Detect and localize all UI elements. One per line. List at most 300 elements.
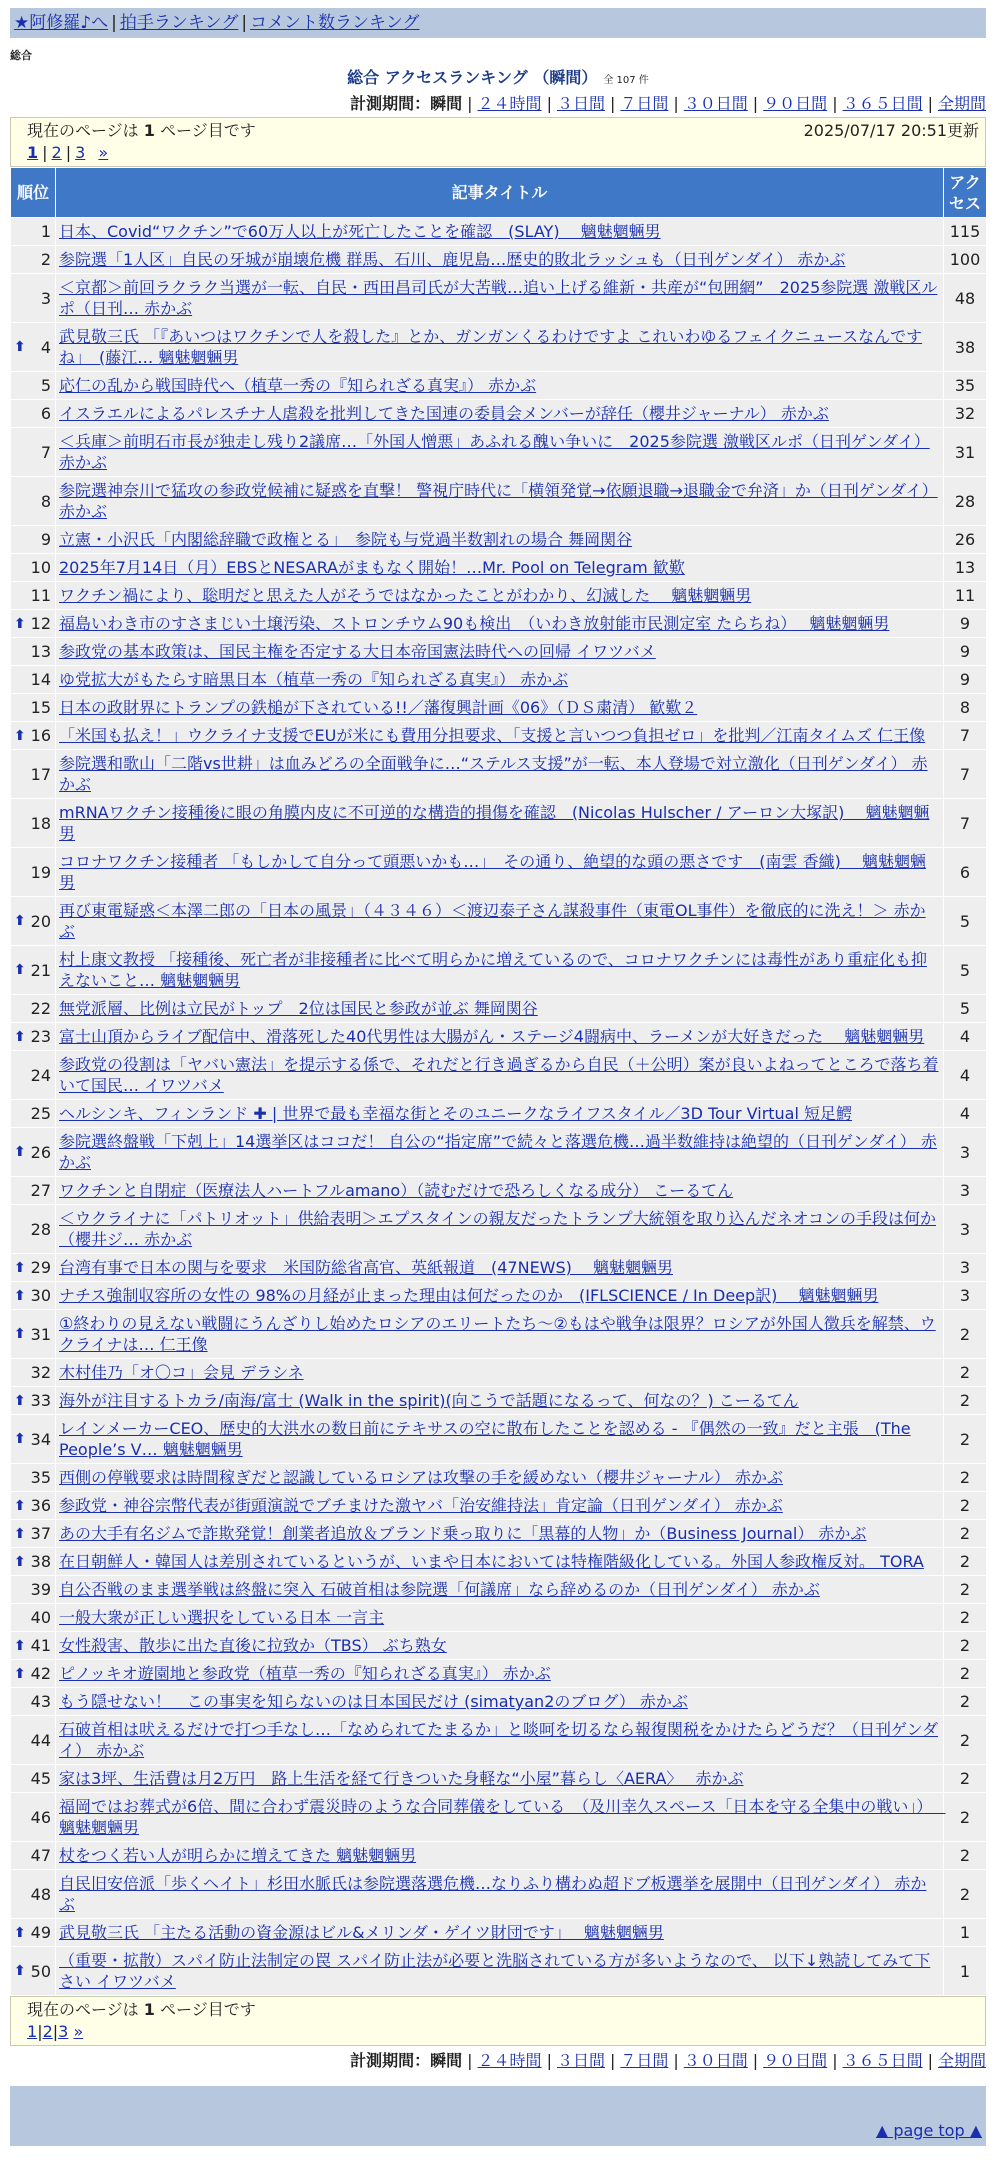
article-link[interactable]: 参院選「1人区」自民の牙城が崩壊危機 群馬、石川、鹿児島…歴史的敗北ラッシュも（日刊ゲンダイ） 赤かぶ [59,250,846,269]
up-arrow-icon: ⬆ [14,727,26,744]
access-count: 5 [944,897,987,946]
table-row [11,1359,987,1387]
rank-number: 26 [30,1142,51,1162]
access-count: 13 [944,554,987,582]
title-cell [56,1128,944,1177]
bottom-bar [10,2086,986,2116]
article-link[interactable]: 海外が注目するトカラ/南海/富士 (Walk in the spirit)(向こうで話題になるって、何なの？) こーるてん [59,1391,799,1410]
current-page-prefix: 現在のページは [27,2000,144,2019]
title-cell [56,1765,944,1793]
rank-number: 28 [30,1219,51,1239]
pagination [27,142,977,164]
table-row [11,1793,987,1842]
table-row [11,477,987,526]
period-link[interactable]: ７日間 [620,94,669,113]
rank-cell [11,694,56,722]
access-count: 4 [944,1023,987,1051]
title-cell [56,1842,944,1870]
table-row [11,1919,987,1947]
table-row [11,1128,987,1177]
rank-number: 23 [30,1027,51,1046]
current-page-number: 1 [143,121,155,140]
rank-cell [11,582,56,610]
article-link[interactable]: 西側の停戦要求は時間稼ぎだと認識しているロシアは攻撃の手を緩めない（櫻井ジャーナル） 赤かぶ [59,1468,783,1487]
rank-number: 24 [30,1065,51,1085]
rank-cell [11,1254,56,1282]
rank-cell [11,554,56,582]
access-count: 28 [944,477,987,526]
article-link[interactable]: 日本、Covid“ワクチン”で60万人以上が死亡したことを確認 (SLAY) 魑魅魍魎男 [59,222,661,241]
rank-number: 7 [40,442,51,462]
article-link[interactable]: コロナワクチン接種者 「もしかして自分って頭悪いかも…」 その通り、絶望的な頭の悪さです (南雲 香織) 魑魅魍魎男 [59,852,926,892]
title-cell [56,1632,944,1660]
page-link[interactable]: 2 [42,2022,53,2041]
rank-cell [11,1359,56,1387]
access-count: 3 [944,1128,987,1177]
table-row [11,1632,987,1660]
article-link[interactable]: ワクチン禍により、聡明だと思えた人がそうではなかったことがわかり、幻滅した 魑魅魍魎男 [59,586,752,605]
title-cell [56,666,944,694]
access-count: 2 [944,1870,987,1919]
title-cell [56,750,944,799]
header-rank: 順位 [11,168,56,218]
rank-cell [11,477,56,526]
title-cell [56,274,944,323]
current-page-suffix: ページ目です [154,2000,256,2019]
article-link[interactable]: ＜兵庫＞前明石市長が独走し残り2議席…「外国人憎悪」あふれる醜い争いに 2025参院選 激戦区ルポ（日刊ゲンダイ） 赤かぶ [59,432,930,472]
table-row [11,1310,987,1359]
up-arrow-icon: ⬆ [14,1963,26,1979]
period-link[interactable]: 全期間 [937,94,986,113]
title-cell [56,946,944,995]
rank-cell [11,1632,56,1660]
title-cell [56,1548,944,1576]
rank-number: 49 [30,1923,51,1942]
period-link[interactable]: ３日間 [556,2051,605,2070]
page-link[interactable]: 2 [51,143,62,162]
article-link[interactable]: 福島いわき市のすさまじい土壌汚染、ストロンチウム90も検出 （いわき放射能市民測定室 たらちね） 魑魅魍魎男 [59,614,890,633]
article-link[interactable]: 応仁の乱から戦国時代へ（植草一秀の『知られざる真実』） 赤かぶ [59,376,537,395]
period-separator: | [927,2051,933,2070]
article-link[interactable]: 武見敬三氏 「主たる活動の資金源はビル&メリンダ・ゲイツ財団です」 魑魅魍魎男 [59,1923,664,1942]
title-cell [56,1254,944,1282]
rank-number: 4 [40,337,51,357]
access-count: 48 [944,274,987,323]
period-label: 計測期間： [350,2051,431,2070]
table-row [11,1870,987,1919]
rank-number: 1 [40,222,51,241]
rank-number: 31 [30,1324,51,1344]
access-count: 2 [944,1793,987,1842]
article-link[interactable]: 女性殺害、散歩に出た直後に拉致か（TBS） ぶち熟女 [59,1636,447,1655]
article-link[interactable]: （重要・拡散）スパイ防止法制定の罠 スパイ防止法が必要と洗脳されている方が多いようなので、 以下↓熟読してみて下さい イワツバメ [59,1951,931,1991]
access-count: 7 [944,799,987,848]
article-link[interactable]: 日本の政財界にトランプの鉄槌が下されている!!／藩復興計画《06》（ＤＳ粛清） 歓歎２ [59,698,698,717]
rank-cell [11,428,56,477]
period-separator: | [673,94,679,113]
up-arrow-icon: ⬆ [14,962,26,978]
period-separator: | [467,2051,473,2070]
table-row [11,1205,987,1254]
article-link[interactable]: 村上康文教授 「接種後、死亡者が非接種者に比べて明らかに増えているので、コロナワクチンには毒性があり重症化も抑えないこと… 魑魅魍魎男 [59,950,927,990]
rank-cell [11,274,56,323]
rank-cell [11,897,56,946]
article-link[interactable]: ＜ウクライナに「パトリオット」供給表明＞エプスタインの親友だったトランプ大統領を取り込んだネオコンの手段は何か（櫻井ジ… 赤かぶ [59,1209,936,1249]
rank-cell [11,1604,56,1632]
article-link[interactable]: 「米国も払え！」ウクライナ支援でEUが米にも費用分担要求、「支援と言いつつ負担ゼロ」を批判／江南タイムズ 仁王像 [59,726,926,745]
rank-cell [11,750,56,799]
rank-number: 18 [30,813,51,833]
title-cell [56,995,944,1023]
article-link[interactable]: 家は3坪、生活費は月2万円 路上生活を経て行きついた身軽な“小屋”暮らし〈AERA〉 赤かぶ [59,1769,744,1788]
title-cell [56,610,944,638]
period-link[interactable]: ３６５日間 [842,94,923,113]
period-current: 瞬間 [430,2051,463,2070]
access-count: 2 [944,1387,987,1415]
current-page-number: 1 [143,2000,155,2019]
rank-number: 45 [30,1769,51,1788]
access-count: 3 [944,1254,987,1282]
table-row [11,610,987,638]
access-count: 2 [944,1716,987,1765]
table-row [11,323,987,372]
access-count: 6 [944,848,987,897]
period-separator: | [609,94,616,113]
rank-cell [11,1205,56,1254]
up-arrow-icon: ⬆ [14,1924,26,1941]
access-count: 38 [944,323,987,372]
up-arrow-icon: ⬆ [14,1637,26,1654]
title-cell [56,1716,944,1765]
article-link[interactable]: 杖をつく若い人が明らかに増えてきた 魑魅魍魎男 [59,1846,417,1865]
table-header-row [11,168,987,218]
table-row [11,722,987,750]
rank-number: 44 [30,1730,51,1750]
table-row [11,526,987,554]
period-link[interactable]: ２４時間 [477,2051,542,2070]
table-row [11,694,987,722]
rank-cell [11,1870,56,1919]
period-link[interactable]: ３６５日間 [842,2051,923,2070]
rank-cell [11,246,56,274]
article-link[interactable]: 福岡ではお葬式が6倍、間に合わず震災時のような合同葬儀をしている （及川幸久スペース「日本を守る全集中の戦い」） 魑魅魍魎男 [59,1797,946,1837]
table-row [11,218,987,246]
table-row [11,750,987,799]
rank-cell [11,1282,56,1310]
table-row [11,1660,987,1688]
access-count: 2 [944,1576,987,1604]
table-row [11,246,987,274]
access-count: 32 [944,400,987,428]
rank-number: 11 [30,586,51,605]
access-count: 3 [944,1177,987,1205]
rank-cell [11,1464,56,1492]
period-separator: | [832,2051,838,2070]
table-row [11,582,987,610]
table-row [11,1765,987,1793]
period-separator: | [673,2051,679,2070]
page-link-current[interactable]: 1 [27,2022,38,2041]
rank-cell [11,1919,56,1947]
rank-number: 21 [30,960,51,980]
article-link[interactable]: 参院選神奈川で猛攻の参政党候補に疑惑を直撃！ 警視庁時代に「横領発覚→依願退職→退職金で弁済」か（日刊ゲンダイ） 赤かぶ [59,481,938,521]
access-count: 2 [944,1464,987,1492]
title-cell [56,897,944,946]
article-link[interactable]: イスラエルによるパレスチナ人虐殺を批判してきた国連の委員会メンバーが辞任（櫻井ジャーナル） 赤かぶ [59,404,829,423]
article-link[interactable]: 台湾有事で日本の関与を要求 米国防総省高官、英紙報道 (47NEWS) 魑魅魍魎男 [59,1258,673,1277]
article-link[interactable]: ナチス強制収容所の女性の 98%の月経が止まった理由は何だったのか (IFLSCIENCE / In Deep訳) 魑魅魍魎男 [59,1286,879,1305]
rank-number: 40 [30,1608,51,1627]
article-link[interactable]: 参院選和歌山「二階vs世耕」は血みどろの全面戦争に…“ステルス支援”が一転、本人登場で対立激化（日刊ゲンダイ） 赤かぶ [59,754,928,794]
table-row [11,1604,987,1632]
current-page-prefix: 現在のページは [27,121,144,140]
rank-cell [11,1793,56,1842]
access-count: 5 [944,995,987,1023]
article-link[interactable]: 参院選終盤戦「下剋上」14選挙区はココだ！ 自公の“指定席”で続々と落選危機…過半数維持は絶望的（日刊ゲンダイ） 赤かぶ [59,1132,937,1172]
title-cell [56,554,944,582]
rank-cell [11,722,56,750]
page-link-current[interactable]: 1 [27,143,39,162]
pager-top [10,117,986,167]
period-link[interactable]: ９０日間 [763,94,828,113]
period-link[interactable]: ７日間 [620,2051,669,2070]
access-count: 2 [944,1520,987,1548]
period-separator: | [546,94,552,113]
title-cell [56,1100,944,1128]
rank-number: 30 [30,1286,51,1305]
table-row [11,1254,987,1282]
period-link[interactable]: ３日間 [556,94,605,113]
article-link[interactable]: 在日朝鮮人・韓国人は差別されているというが、いまや日本においては特権階級化している。外国人参政権反対。 TORA [59,1552,924,1571]
article-link[interactable]: レインメーカーCEO、歴史的大洪水の数日前にテキサスの空に散布したことを認める - 『偶然の一致』だと主張 (The People’s V… 魑魅魍魎男 [59,1419,911,1459]
rank-cell [11,1415,56,1464]
access-count: 2 [944,1688,987,1716]
rank-number: 43 [30,1692,51,1711]
access-count: 2 [944,1548,987,1576]
rank-number: 14 [30,670,51,689]
period-separator: | [752,94,759,113]
up-arrow-icon: ⬆ [14,1392,26,1409]
table-row [11,1023,987,1051]
article-link[interactable]: もう隠せない！ この事実を知らないのは日本国民だけ (simatyan2のブログ） 赤かぶ [59,1692,688,1711]
period-separator: | [609,2051,616,2070]
article-link[interactable]: 立憲・小沢氏「内閣総辞職で政権とる」 参院も与党過半数割れの場合 舞岡関谷 [59,530,633,549]
page-separator: | [65,143,72,162]
access-count: 2 [944,1604,987,1632]
article-link[interactable]: ピノッキオ遊園地と参政党（植草一秀の『知られざる真実』） 赤かぶ [59,1664,551,1683]
article-link[interactable]: mRNAワクチン接種後に眼の角膜内皮に不可逆的な構造的損傷を確認 (Nicolas Hulscher / アーロン大塚訳) 魑魅魍魎男 [59,803,930,843]
page-separator [85,143,98,162]
article-link[interactable]: 参政党の基本政策は、国民主権を否定する大日本帝国憲法時代への回帰 イワツバメ [59,642,656,661]
title-cell [56,1688,944,1716]
access-count: 2 [944,1310,987,1359]
rank-cell [11,995,56,1023]
title-cell [56,1660,944,1688]
table-row [11,946,987,995]
rank-number: 36 [30,1496,51,1515]
page-separator: | [37,2022,43,2041]
title-cell [56,526,944,554]
ranking-table [10,167,987,1996]
up-arrow-icon: ⬆ [14,913,26,929]
access-count: 35 [944,372,987,400]
article-link[interactable]: あの大手有名ジムで詐欺発覚！創業者追放＆ブランド乗っ取りに「黒幕的人物」か（Business Journal） 赤かぶ [59,1524,867,1543]
article-link[interactable]: ゆ党拡大がもたらす暗黒日本（植草一秀の『知られざる真実』） 赤かぶ [59,670,569,689]
up-arrow-icon: ⬆ [14,1326,26,1342]
article-link[interactable]: 再び東電疑惑＜本澤二郎の「日本の風景」（４３４６）＜渡辺泰子さん謀殺事件（東電OL事件）を徹底的に洗え！＞ 赤かぶ [59,901,926,941]
rank-cell [11,1177,56,1205]
access-count: 2 [944,1765,987,1793]
article-link[interactable]: 木村佳乃「オ〇コ」会見 デラシネ [59,1363,304,1382]
rank-number: 50 [30,1961,51,1981]
article-link[interactable]: 2025年7月14日（月）EBSとNESARAがまもなく開始！…Mr. Pool on Telegram 歓歎 [59,558,685,577]
article-link[interactable]: 参政党・神谷宗幣代表が街頭演説でブチまけた激ヤバ「治安維持法」肯定論（日刊ゲンダイ） 赤かぶ [59,1496,783,1515]
rank-cell [11,323,56,372]
nav-link-home[interactable]: ★阿修羅♪へ [14,13,109,33]
rank-cell [11,666,56,694]
table-row [11,897,987,946]
article-link[interactable]: 富士山頂からライブ配信中、滑落死した40代男性は大腸がん・ステージ4闘病中、ラーメンが大好きだった 魑魅魍魎男 [59,1027,925,1046]
page-link[interactable]: 3 [58,2022,69,2041]
rank-cell [11,1387,56,1415]
period-selector-bottom [10,2050,986,2072]
title-cell [56,1282,944,1310]
current-page-suffix: ページ目です [154,121,256,140]
access-count: 4 [944,1100,987,1128]
rank-cell [11,1310,56,1359]
article-link[interactable]: ワクチンと自閉症（医療法人ハートフルamano）（読むだけで恐ろしくなる成分） こーるてん [59,1181,734,1200]
access-count: 3 [944,1205,987,1254]
rank-number: 42 [30,1664,51,1683]
rank-number: 46 [30,1807,51,1827]
rank-cell [11,1051,56,1100]
period-link[interactable]: 全期間 [937,2051,986,2070]
article-link[interactable]: ①終わりの見えない戦闘にうんざりし始めたロシアのエリートたち～②もはや戦争は限界？ロシアが外国人徴兵を解禁、ウクライナは… 仁王像 [59,1314,936,1354]
period-link[interactable]: ３０日間 [683,2051,748,2070]
page-link[interactable]: 3 [75,143,86,162]
title-cell [56,1520,944,1548]
title-cell [56,1415,944,1464]
rank-number: 5 [40,376,51,395]
title-cell [56,799,944,848]
title-cell [56,694,944,722]
nav-link-comment-ranking[interactable]: コメント数ランキング [250,13,420,33]
rank-number: 19 [30,862,51,882]
article-link[interactable]: 石破首相は吠えるだけで打つ手なし…「なめられてたまるか」と啖呵を切るなら報復関税をかけたらどうだ？（日刊ゲンダイ） 赤かぶ [59,1720,939,1760]
rank-number: 47 [30,1846,51,1865]
up-arrow-icon: ⬆ [14,1028,26,1045]
rank-cell [11,848,56,897]
article-link[interactable]: ＜京都＞前回ラクラク当選が一転、自民・西田昌司氏が大苦戦…追い上げる維新・共産が“包囲網” 2025参院選 激戦区ルポ（日刊… 赤かぶ [59,278,938,318]
article-link[interactable]: 自民旧安倍派「歩くヘイト」杉田水脈氏は参院選落選危機…なりふり構わぬ超ドブ板選挙を展開中（日刊ゲンダイ） 赤かぶ [59,1874,927,1914]
title-cell [56,1576,944,1604]
title-cell [56,1604,944,1632]
up-arrow-icon: ⬆ [14,1553,26,1570]
rank-cell [11,1688,56,1716]
rank-number: 15 [30,698,51,717]
page-separator: | [42,143,48,162]
rank-cell [11,400,56,428]
rank-cell [11,1492,56,1520]
nav-separator: | [111,13,117,33]
rank-cell [11,610,56,638]
article-link[interactable]: 一般大衆が正しい選択をしている日本 一言主 [59,1608,385,1627]
header-access: アクセス [944,168,987,218]
nav-link-applause-ranking[interactable]: 拍手ランキング [119,13,239,33]
title-cell [56,1359,944,1387]
title-cell [56,1051,944,1100]
access-count: 7 [944,750,987,799]
table-row [11,428,987,477]
article-link[interactable]: 武見敬三氏 「『あいつはワクチンで人を殺した』とか、ガンガンくるわけですよ これいわゆるフェイクニュースなんですね」 (藤江… 魑魅魍魎男 [59,327,923,367]
page-top-link[interactable]: ▲ page top ▲ [875,2121,982,2140]
table-row [11,848,987,897]
article-link[interactable]: 無党派層、比例は立民がトップ 2位は国民と参政が並ぶ 舞岡関谷 [59,999,538,1018]
rank-number: 2 [40,250,51,269]
access-count: 9 [944,638,987,666]
access-count: 31 [944,428,987,477]
access-count: 4 [944,1051,987,1100]
rank-number: 16 [30,726,51,745]
rank-cell [11,1023,56,1051]
access-count: 3 [944,1282,987,1310]
table-row [11,1492,987,1520]
period-link[interactable]: ２４時間 [477,94,542,113]
rank-number: 17 [30,764,51,784]
access-count: 2 [944,1359,987,1387]
period-separator: | [927,94,933,113]
article-link[interactable]: ヘルシンキ、フィンランド ✚ | 世界で最も幸福な街とそのユニークなライフスタイル／3D Tour Virtual 短足鰐 [59,1104,853,1123]
title-cell [56,246,944,274]
rank-number: 10 [30,558,51,577]
title-cell [56,218,944,246]
rank-cell [11,1842,56,1870]
rank-cell [11,1765,56,1793]
page-title-wrap [0,68,996,91]
title-cell [56,638,944,666]
rank-number: 34 [30,1429,51,1449]
current-page-text-bottom [27,1999,977,2021]
up-arrow-icon: ⬆ [14,1525,26,1542]
period-label: 計測期間： [350,94,431,113]
title-cell [56,1387,944,1415]
up-arrow-icon: ⬆ [14,1497,26,1514]
rank-number: 35 [30,1468,51,1487]
period-link[interactable]: ３０日間 [683,94,748,113]
nav-separator: | [241,13,248,33]
table-row [11,1688,987,1716]
article-link[interactable]: 参政党の役割は「ヤバい憲法」を提示する係で、それだと行き過ぎるから自民（＋公明）案が良いよねってところで落ち着いて国民… イワツバメ [59,1055,939,1095]
table-row [11,1520,987,1548]
updated-timestamp: 2025/07/17 20:51更新 [803,121,979,140]
title-cell [56,477,944,526]
rank-cell [11,1716,56,1765]
rank-cell [11,1576,56,1604]
page-link-next[interactable]: » [73,2022,84,2041]
page-separator: | [52,2022,59,2041]
rank-number: 32 [30,1363,51,1382]
access-count: 8 [944,694,987,722]
period-link[interactable]: ９０日間 [763,2051,828,2070]
article-link[interactable]: 自公否戦のまま選挙戦は終盤に突入 石破首相は参院選「何議席」なら辞めるのか（日刊ゲンダイ） 赤かぶ [59,1580,820,1599]
rank-cell [11,372,56,400]
table-row [11,1842,987,1870]
rank-number: 12 [30,614,51,633]
page-link-next[interactable]: » [98,143,109,162]
access-count: 2 [944,1660,987,1688]
table-row [11,400,987,428]
rank-number: 13 [30,642,51,661]
